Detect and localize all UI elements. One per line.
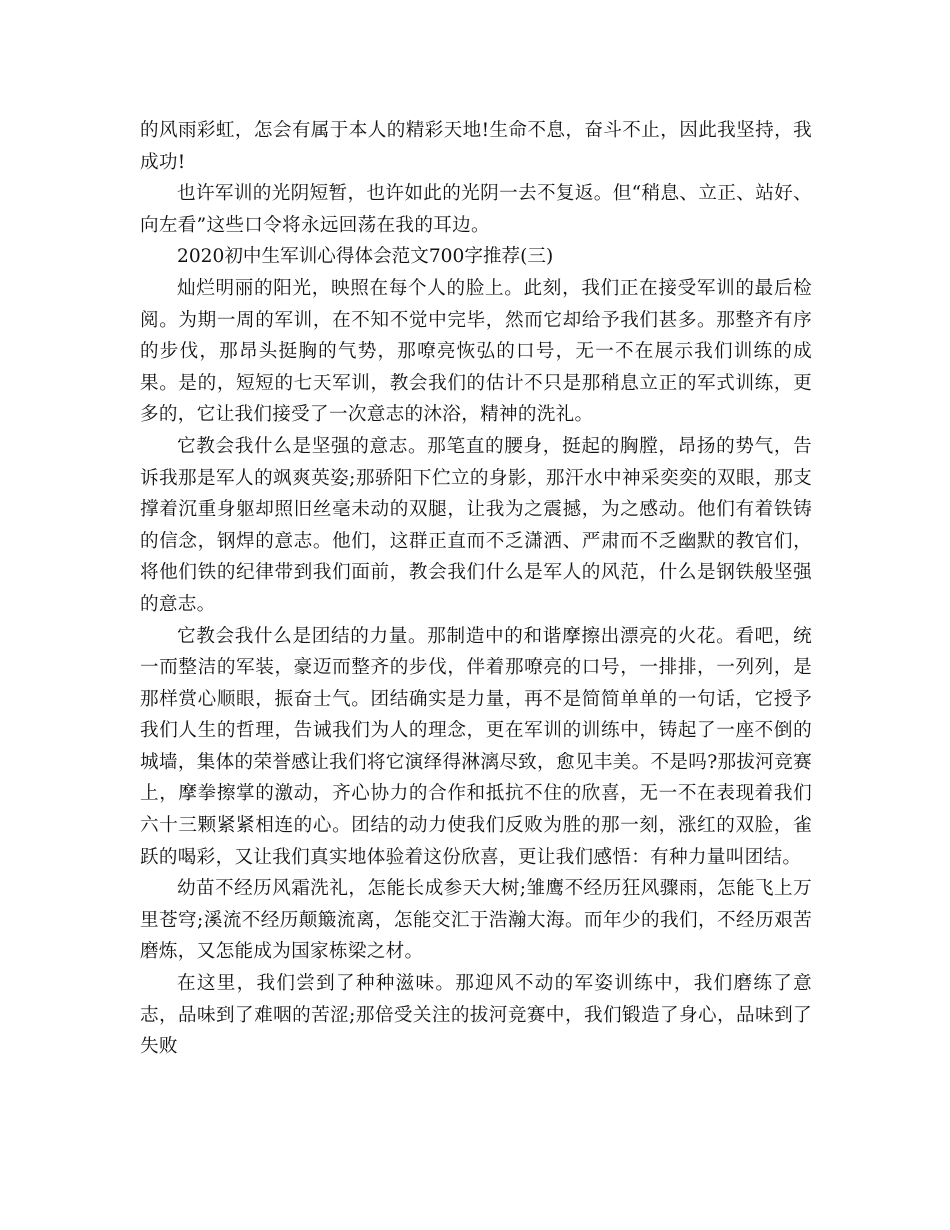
paragraph: 它教会我什么是团结的力量。那制造中的和谐摩擦出漂亮的火花。看吧，统一而整洁的军装，豪迈而整齐的步伐，伴着那嘹亮的口号，一排排，一列列，是那样赏心顺眼，振奋士气。团结确实是力量，再不是简简单单的一句话，它授予我们人生的哲理，告诫我们为人的理念，更在军训的训练中，铸起了一座不倒的城墙，集体的荣誉感让我们将它演绎得淋漓尽致，愈见丰美。不是吗?那拔河竞赛上，摩拳擦掌的激动，齐心协力的合作和抵抗不住的欣喜，无一不在表现着我们六十三颗紧紧相连的心。团结的动力使我们反败为胜的那一刻，涨红的双脸，雀跃的喝彩，又让我们真实地体验着这份欣喜，更让我们感悟：有种力量叫团结。	[140, 625, 812, 868]
paragraph: 幼苗不经历风霜洗礼，怎能长成参天大树;雏鹰不经历狂风骤雨，怎能飞上万里苍穹;溪流不经历颠簸流离，怎能交汇于浩瀚大海。而年少的我们，不经历艰苦磨炼，又怎能成为国家栋梁之材。	[140, 878, 812, 963]
paragraph: 灿烂明丽的阳光，映照在每个人的脸上。此刻，我们正在接受军训的最后检阅。为期一周的军训，在不知不觉中完毕，然而它却给予我们甚多。那整齐有序的步伐，那昂头挺胸的气势，那嘹亮恢弘的口号，无一不在展示我们训练的成果。是的，短短的七天军训，教会我们的估计不只是那稍息立正的军式训练，更多的，它让我们接受了一次意志的沐浴，精神的洗礼。	[140, 277, 812, 426]
document-body	[140, 115, 812, 1063]
paragraph: 在这里，我们尝到了种种滋味。那迎风不动的军姿训练中，我们磨练了意志，品味到了难咽的苦涩;那倍受关注的拔河竞赛中，我们锻造了身心，品味到了失败	[140, 973, 812, 1058]
paragraph: 也许军训的光阴短暂，也许如此的光阴一去不复返。但“稍息、立正、站好、向左看”这些口令将永远回荡在我的耳边。	[140, 183, 812, 236]
paragraph-continuation: 的风雨彩虹，怎会有属于本人的精彩天地!生命不息，奋斗不止，因此我坚持，我成功!	[140, 120, 812, 173]
section-heading: 2020初中生军训心得体会范文700字推荐(三)	[177, 246, 554, 268]
paragraph: 它教会我什么是坚强的意志。那笔直的腰身，挺起的胸膛，昂扬的势气，告诉我那是军人的飒爽英姿;那骄阳下伫立的身影，那汗水中神采奕奕的双眼，那支撑着沉重身躯却照旧丝毫未动的双腿，让我为之震撼，为之感动。他们有着铁铸的信念，钢焊的意志。他们，这群正直而不乏潇洒、严肃而不乏幽默的教官们，将他们铁的纪律带到我们面前，教会我们什么是军人的风范，什么是钢铁般坚强的意志。	[140, 435, 812, 615]
